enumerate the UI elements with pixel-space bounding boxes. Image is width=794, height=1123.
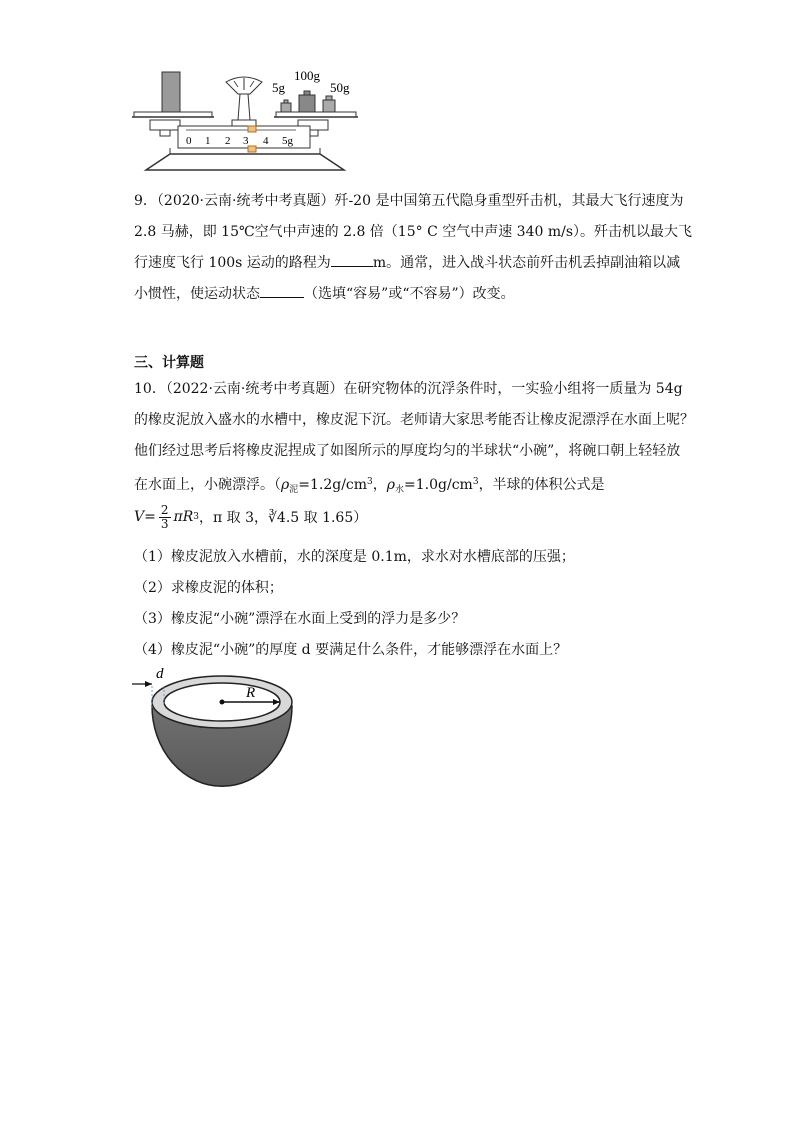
rho-mud-value: =1.2g/cm <box>298 477 368 493</box>
question-10-source: （2022·云南·统考中考真题） <box>165 381 344 397</box>
rho-mud-subscript: 泥 <box>289 485 299 495</box>
question-9-source: （2020·云南·统考中考真题） <box>156 193 335 209</box>
question-10-text-tail: ，半球的体积公式是 <box>478 477 605 493</box>
scale-tick-2: 2 <box>225 135 231 147</box>
question-10: 10．（2022·云南·统考中考真题）在研究物体的沉浮条件时，一实验小组将一质量为 54g 的橡皮泥放入盛水的水槽中，橡皮泥下沉。老师请大家思考能否让橡皮泥漂浮在水面上呢？他们经过思考后将橡皮泥捏成了如图所示的厚度均匀的半球状“小碗”，将碗口朝上轻轻放在水面上，小碗漂浮。（$\rho_泥=1.2g/cm^3$，$\rho_水=1.0g/cm^3$，半球的体积公式是 <box>134 381 694 495</box>
sub-question-4: （4）橡皮泥“小碗”的厚度 d 要满足什么条件，才能够漂浮在水面上？ <box>134 642 568 658</box>
formula-note: ，π 取 3，∛4.5 取 1.65） <box>198 510 368 526</box>
rho-mud-symbol: ρ <box>281 477 290 493</box>
rho-water-unit-exponent: 3 <box>472 477 479 487</box>
rho-water-subscript: 水 <box>395 485 405 495</box>
scale-tick-5g: 5g <box>282 135 293 147</box>
volume-formula <box>134 500 367 534</box>
formula-exponent: 3 <box>193 512 199 522</box>
question-9-number: 9． <box>134 193 157 209</box>
question-9-text-2: m。通常，进入战斗状态前歼击机丢掉副油箱以减小惯性，使运动状态 <box>134 255 681 302</box>
scale-tick-1: 1 <box>205 135 211 147</box>
section-title: 三、计算题 <box>134 355 204 371</box>
formula-eq: = <box>144 509 156 525</box>
label-r: R <box>246 685 256 701</box>
formula-denominator: 3 <box>160 516 169 531</box>
question-10-number: 10． <box>134 381 166 397</box>
formula-numerator: 2 <box>160 502 169 517</box>
answer-blank-state[interactable] <box>260 283 304 298</box>
bowl-figure <box>128 664 308 794</box>
question-9 <box>134 186 694 310</box>
sub-question-1: （1）橡皮泥放入水槽前，水的深度是 0.1m，求水对水槽底部的压强； <box>134 549 575 565</box>
weight-label-5g: 5g <box>272 80 285 95</box>
rho-mud-unit-exponent: 3 <box>367 477 373 487</box>
scale-tick-0: 0 <box>186 135 192 147</box>
weight-label-100g: 100g <box>294 70 320 83</box>
answer-blank-distance[interactable] <box>331 252 373 267</box>
question-9-text-1: 歼-20 是中国第五代隐身重型歼击机，其最大飞行速度为 2.8 马赫，即 15℃空气中声速的 2.8 倍（15° C 空气中声速 340 m/s）。歼击机以最大飞行速度飞行 100s 运动的路程为 <box>134 193 693 271</box>
rho-water-symbol: ρ <box>386 477 396 493</box>
balance-figure <box>130 70 370 176</box>
sub-question-3: （3）橡皮泥“小碗”漂浮在水面上受到的浮力是多少？ <box>134 611 466 627</box>
formula-v: V <box>134 509 145 525</box>
question-10-text: 在研究物体的沉浮条件时，一实验小组将一质量为 54g 的橡皮泥放入盛水的水槽中，橡皮泥下沉。老师请大家思考能否让橡皮泥漂浮在水面上呢？他们经过思考后将橡皮泥捏成了如图所示的厚度均匀的半球状“小碗”，将碗口朝上轻轻放在水面上，小碗漂浮。（ <box>134 381 694 493</box>
question-9-text-3: （选填“容易”或“不容易”）改变。 <box>304 286 515 302</box>
rho-water-value: =1.0g/cm <box>404 477 473 493</box>
formula-pi-r: πR <box>173 509 194 525</box>
sub-question-2: （2）求橡皮泥的体积； <box>134 580 283 596</box>
label-d: d <box>156 666 164 682</box>
scale-tick-4: 4 <box>263 135 269 147</box>
scale-tick-3: 3 <box>243 135 249 147</box>
formula-fraction <box>159 504 171 531</box>
weight-label-50g: 50g <box>330 80 350 95</box>
